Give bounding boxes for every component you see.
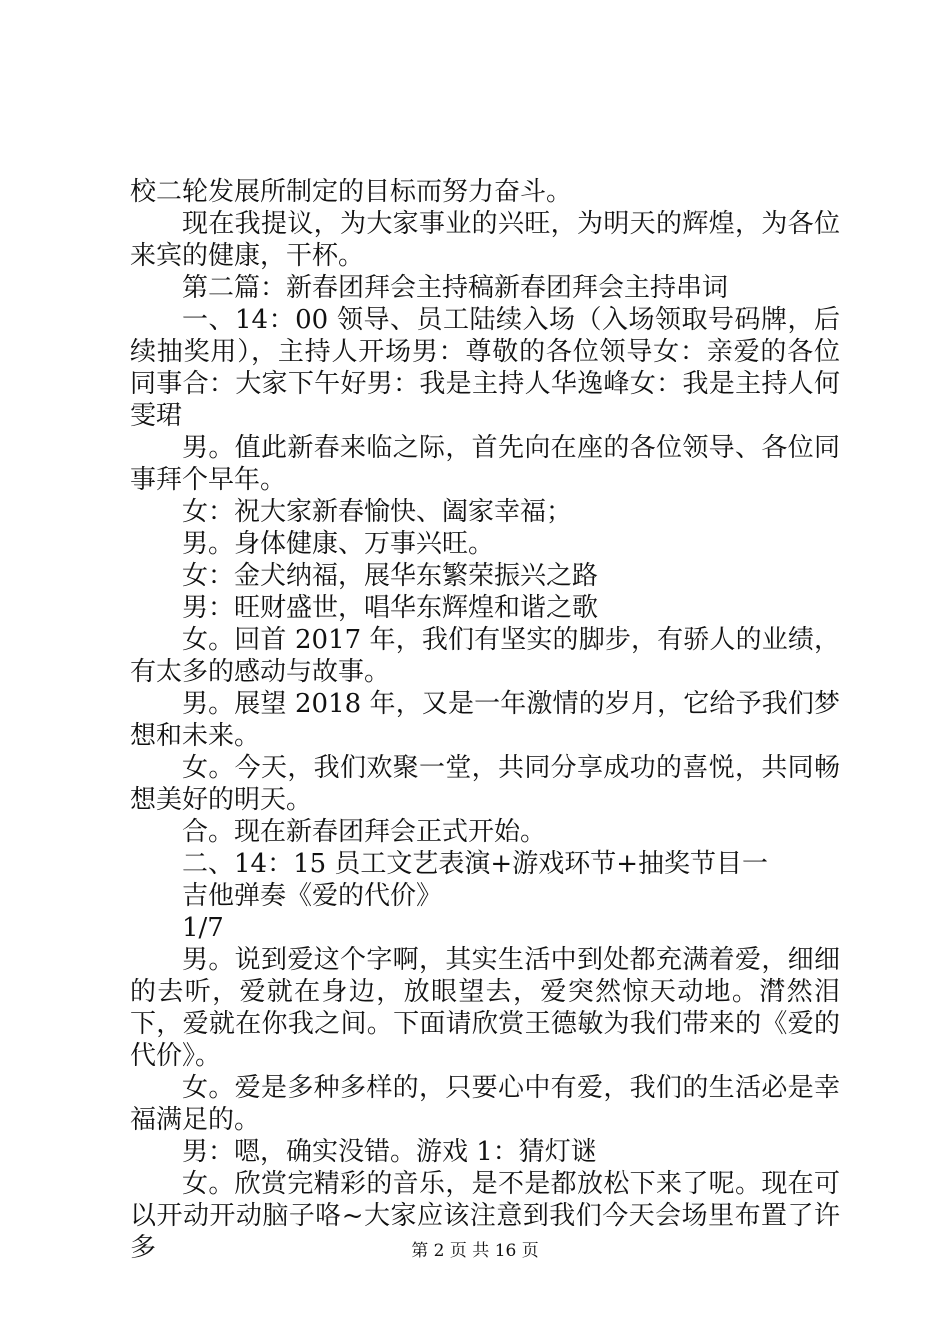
paragraph: 女：金犬纳福，展华东繁荣振兴之路: [182, 561, 599, 591]
paragraph: 第二篇：新春团拜会主持稿新春团拜会主持串词: [182, 273, 729, 303]
paragraph: 男：嗯，确实没错。游戏 1：猜灯谜: [182, 1137, 597, 1167]
paragraph: 女。欣赏完精彩的音乐，是不是都放松下来了呢。现在可以开动开动脑子咯~大家应该注意到我们今天会场里布置了许多: [130, 1169, 840, 1263]
paragraph: 女。爱是多种多样的，只要心中有爱，我们的生活必是幸福满足的。: [130, 1073, 840, 1135]
paragraph: 男。说到爱这个字啊，其实生活中到处都充满着爱，细细的去听，爱就在身边，放眼望去，爱突然惊天动地。潸然泪下，爱就在你我之间。下面请欣赏王德敏为我们带来的《爱的代价》。: [130, 945, 840, 1071]
paragraph: 男。展望 2018 年，又是一年激情的岁月，它给予我们梦想和未来。: [130, 689, 840, 751]
paragraph: 女：祝大家新春愉快、阖家幸福；: [182, 497, 573, 527]
paragraph: 吉他弹奏《爱的代价》: [182, 881, 443, 911]
paragraph: 女。今天，我们欢聚一堂，共同分享成功的喜悦，共同畅想美好的明天。: [130, 753, 840, 815]
paragraph: 女。回首 2017 年，我们有坚实的脚步，有骄人的业绩，有太多的感动与故事。: [130, 625, 840, 687]
paragraph: 校二轮发展所制定的目标而努力奋斗。: [130, 177, 573, 207]
document-body: [130, 176, 840, 1264]
paragraph: 男。身体健康、万事兴旺。: [182, 529, 495, 559]
paragraph: 男：旺财盛世，唱华东辉煌和谐之歌: [182, 593, 599, 623]
page-footer: 第 2 页 共 16 页: [411, 1241, 539, 1261]
paragraph: 二、14：15 员工文艺表演+游戏环节+抽奖节目一: [182, 849, 769, 879]
paragraph: 一、14：00 领导、员工陆续入场（入场领取号码牌，后续抽奖用），主持人开场男：尊敬的各位领导女：亲爱的各位同事合：大家下午好男：我是主持人华逸峰女：我是主持人何雯珺: [130, 305, 840, 431]
paragraph: 合。现在新春团拜会正式开始。: [182, 817, 547, 847]
paragraph: 现在我提议，为大家事业的兴旺，为明天的辉煌，为各位来宾的健康，干杯。: [130, 209, 840, 271]
paragraph: 1/7: [182, 913, 224, 943]
paragraph: 男。值此新春来临之际，首先向在座的各位领导、各位同事拜个早年。: [130, 433, 840, 495]
